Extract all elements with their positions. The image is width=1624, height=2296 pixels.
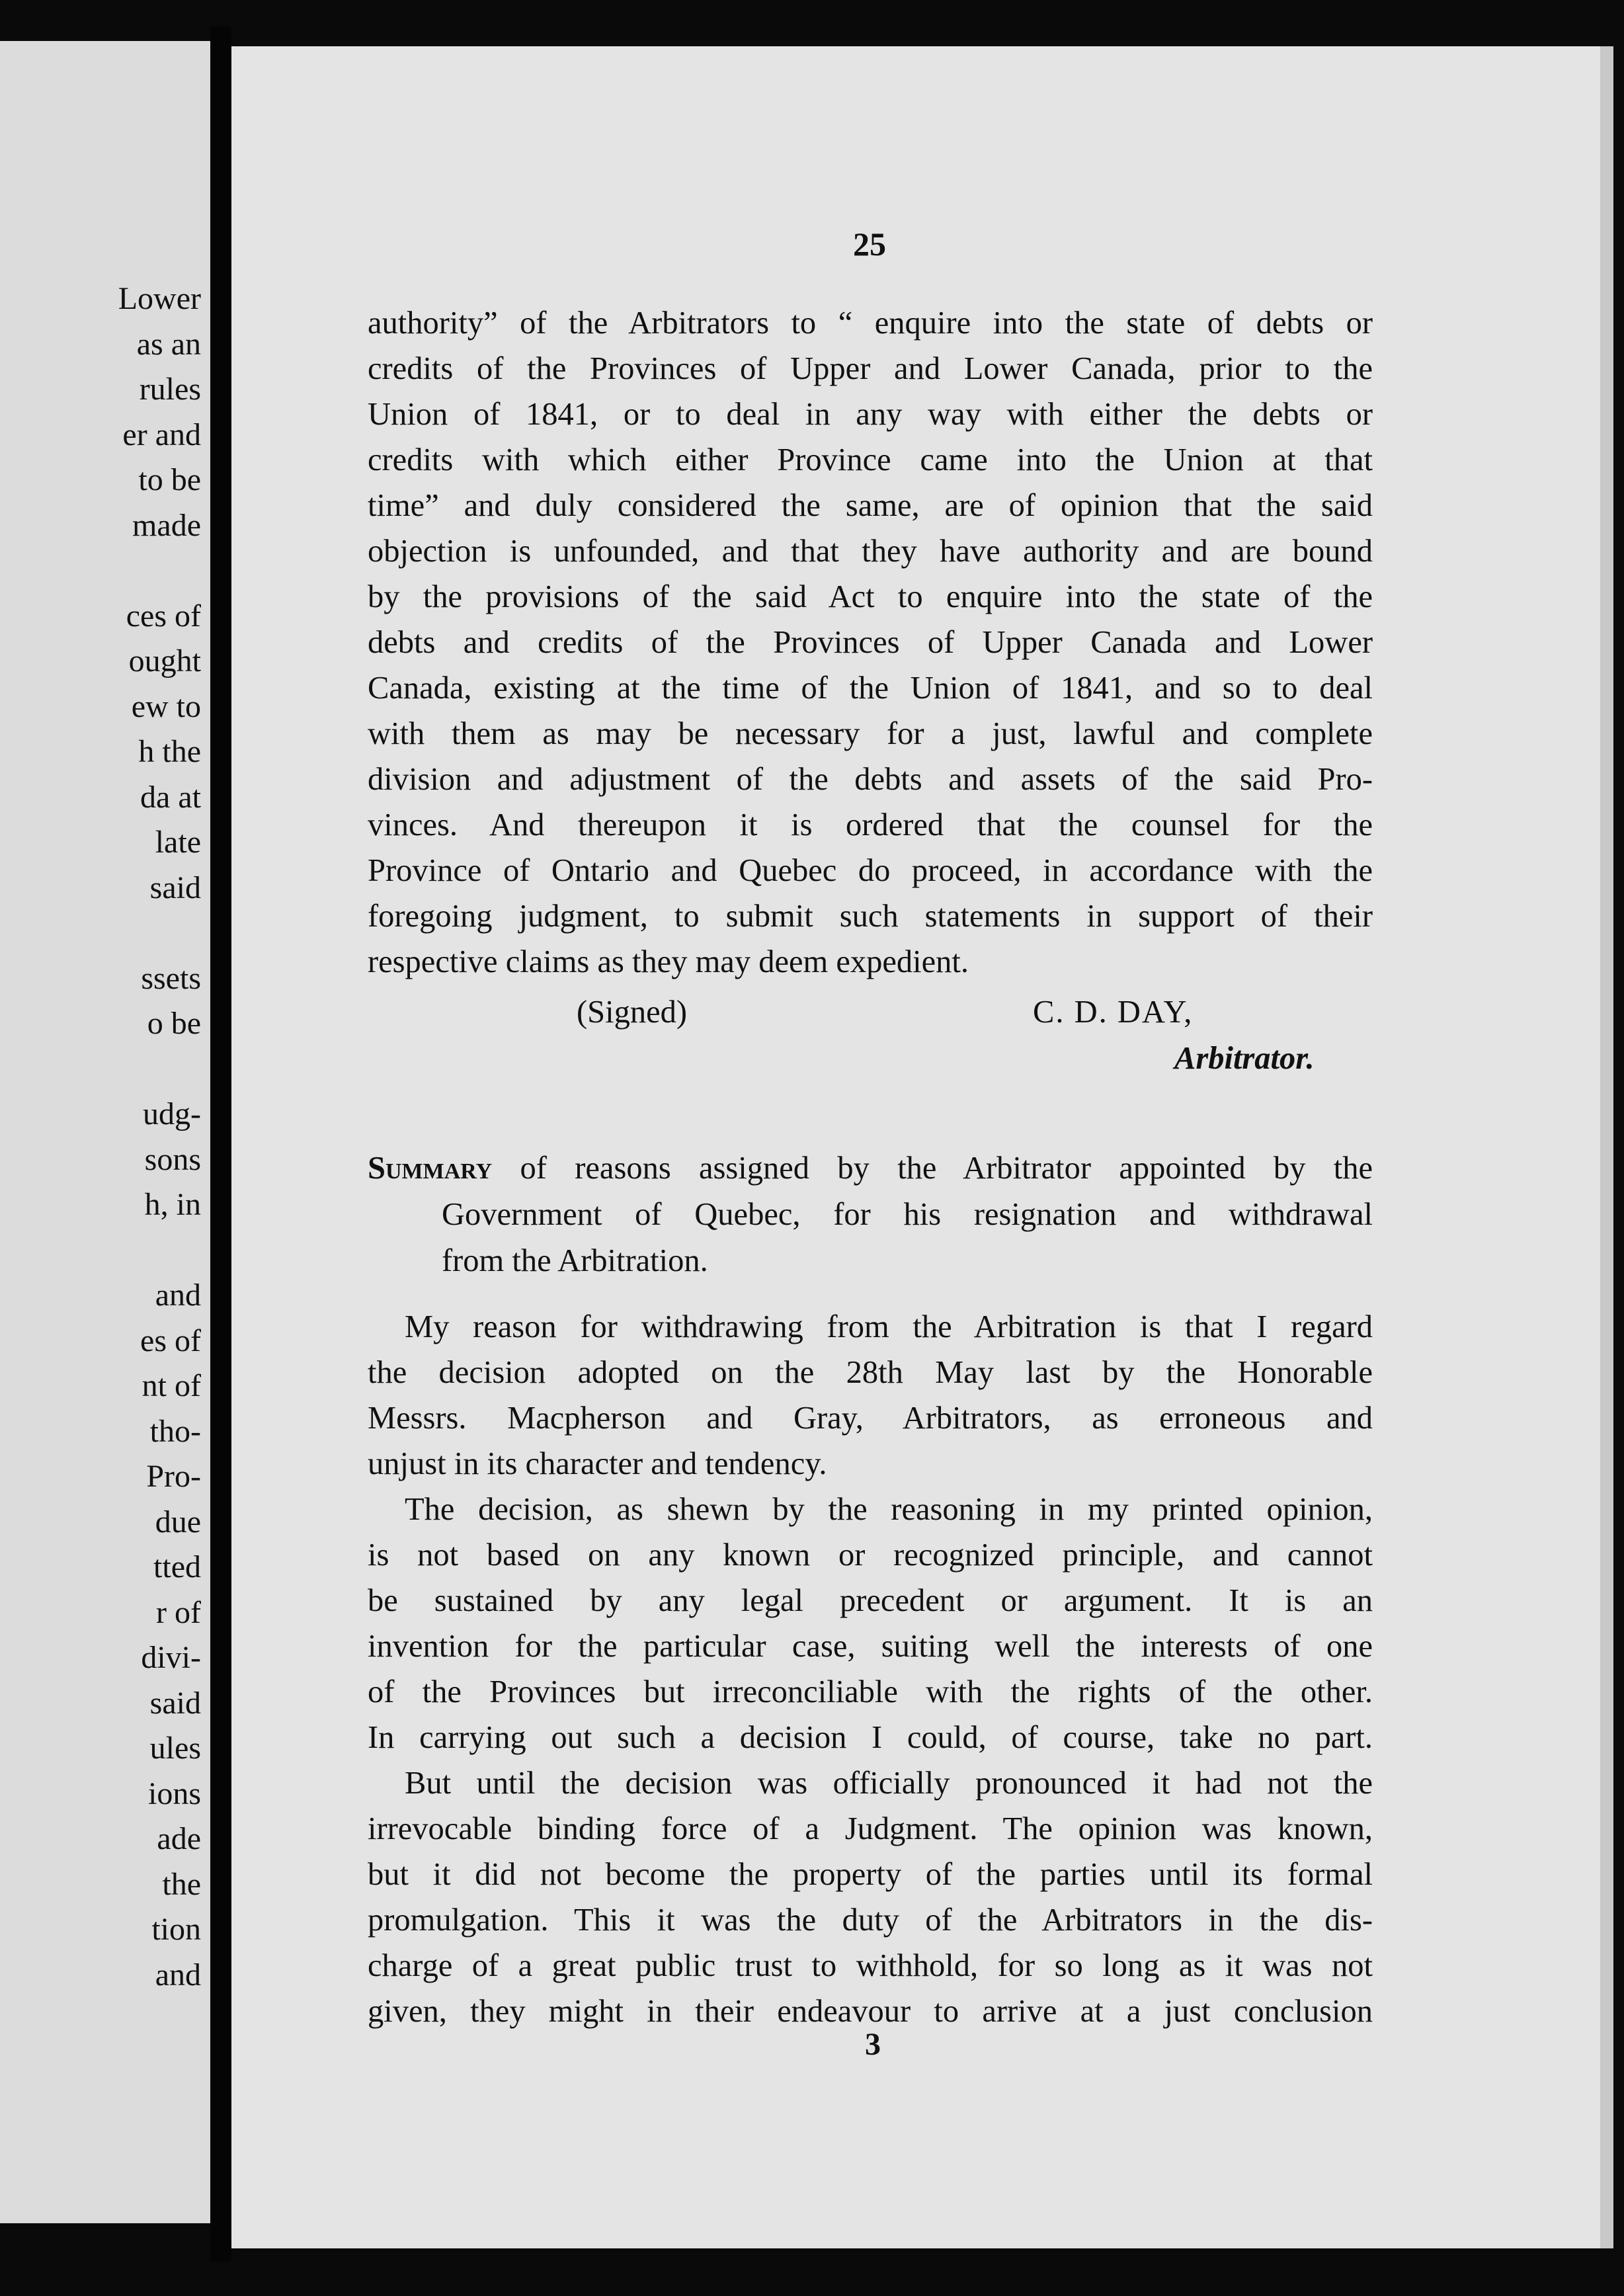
text-line: given, they might in their endeavour to arrive at a just conclusion [368, 1994, 1373, 2029]
left-page-fragment: es of [140, 1323, 201, 1358]
page-number: 25 [853, 226, 886, 263]
text-line: debts and credits of the Provinces of Upper Canada and Lower [368, 625, 1373, 660]
left-page-fragment: h the [138, 734, 201, 769]
left-page-fragment: the [162, 1866, 201, 1902]
left-page-fragment: ought [128, 643, 201, 678]
signatory-name: C. D. DAY, [1033, 995, 1194, 1030]
text-line: with them as may be necessary for a just, lawful and complete [368, 716, 1373, 751]
left-page-fragment: divi- [141, 1640, 201, 1675]
text-line: promulgation. This it was the duty of the Arbitrators in the dis- [368, 1903, 1373, 1938]
left-page-fragment: ssets [141, 960, 201, 996]
printer-signature-mark: 3 [865, 2027, 881, 2062]
text-line: by the provisions of the said Act to enquire into the state of the [368, 579, 1373, 614]
text-line: The decision, as shewn by the reasoning in my printed opinion, [405, 1492, 1373, 1527]
summary-heading-line-1: Summary of reasons assigned by the Arbitrator appointed by the [368, 1151, 1373, 1186]
left-page-fragment: ions [147, 1776, 201, 1811]
text-line: division and adjustment of the debts and assets of the said Pro- [368, 762, 1373, 797]
left-page-fragment: and [155, 1957, 201, 1992]
left-page-fragment: r of [156, 1594, 201, 1630]
text-line: of the Provinces but irreconciliable with the rights of the other. [368, 1674, 1373, 1709]
left-page-fragment: o be [147, 1006, 201, 1041]
left-page-fragment: said [149, 870, 201, 905]
left-page-fragment: tho- [149, 1413, 201, 1449]
text-line: charge of a great public trust to withhold, for so long as it was not [368, 1948, 1373, 1983]
text-line: In carrying out such a decision I could, of course, take no part. [368, 1720, 1373, 1755]
text-line: invention for the particular case, suiting well the interests of one [368, 1629, 1373, 1664]
text-line: credits of the Provinces of Upper and Lower Canada, prior to the [368, 351, 1373, 386]
left-page-fragment: udg- [143, 1096, 201, 1131]
text-line: is not based on any known or recognized principle, and cannot [368, 1538, 1373, 1573]
left-page-fragment: nt of [142, 1368, 201, 1403]
left-page-fragment: rules [139, 372, 201, 407]
left-page-fragment: tted [153, 1549, 201, 1584]
summary-heading-line-3: from the Arbitration. [442, 1243, 708, 1278]
text-line: irrevocable binding force of a Judgment. The opinion was known, [368, 1811, 1373, 1846]
text-line: but it did not become the property of the parties until its formal [368, 1857, 1373, 1892]
binding-gutter [210, 26, 231, 2262]
text-line: My reason for withdrawing from the Arbitration is that I regard [405, 1309, 1373, 1344]
text-line: Messrs. Macpherson and Gray, Arbitrators, as erroneous and [368, 1401, 1373, 1436]
summary-heading-line-2: Government of Quebec, for his resignation and withdrawal [442, 1197, 1373, 1232]
text-line: But until the decision was officially pronounced it had not the [405, 1766, 1373, 1801]
text-line: vinces. And thereupon it is ordered that the counsel for the [368, 807, 1373, 842]
summary-lead: Summary [368, 1151, 493, 1186]
left-page-fragment: sons [144, 1141, 201, 1177]
text-line: be sustained by any legal precedent or argument. It is an [368, 1583, 1373, 1618]
text-line: authority” of the Arbitrators to “ enquire into the state of debts or [368, 306, 1373, 341]
text-line: unjust in its character and tendency. [368, 1446, 827, 1481]
left-page-fragment: tion [151, 1912, 201, 1947]
left-page-fragment: late [155, 825, 201, 860]
left-page-fragment: Pro- [146, 1459, 201, 1494]
left-page-fragment: made [132, 507, 201, 543]
left-page-fragment: er and [122, 417, 201, 452]
text-line: foregoing judgment, to submit such statements in support of their [368, 899, 1373, 934]
previous-page-edge [0, 41, 210, 2223]
left-page-fragment: ade [157, 1821, 201, 1856]
signatory-role: Arbitrator. [1174, 1041, 1315, 1076]
text-line: Canada, existing at the time of the Union of 1841, and so to deal [368, 671, 1373, 706]
text-line: Union of 1841, or to deal in any way with either the debts or [368, 397, 1373, 432]
text-line: respective claims as they may deem expedient. [368, 944, 969, 979]
left-page-fragment: and [155, 1278, 201, 1313]
left-page-fragment: said [149, 1685, 201, 1721]
left-page-fragment: da at [140, 779, 201, 815]
left-page-fragment: ew to [131, 688, 201, 724]
text-line: time” and duly considered the same, are of opinion that the said [368, 488, 1373, 523]
left-page-fragment: due [155, 1504, 201, 1539]
text-line: the decision adopted on the 28th May last by the Honorable [368, 1355, 1373, 1390]
left-page-fragment: to be [138, 462, 201, 497]
text-line: Province of Ontario and Quebec do proceed, in accordance with the [368, 853, 1373, 888]
page-edge-shadow [1600, 46, 1613, 2248]
left-page-fragment: as an [136, 326, 201, 362]
left-page-fragment: h, in [144, 1187, 201, 1222]
text-line: credits with which either Province came into the Union at that [368, 442, 1373, 477]
left-page-fragment: Lower [118, 281, 201, 316]
left-page-fragment: ces of [126, 598, 201, 634]
signature-label: (Signed) [577, 995, 688, 1030]
left-page-fragment: ules [149, 1731, 201, 1766]
text-line: objection is unfounded, and that they have authority and are bound [368, 534, 1373, 569]
